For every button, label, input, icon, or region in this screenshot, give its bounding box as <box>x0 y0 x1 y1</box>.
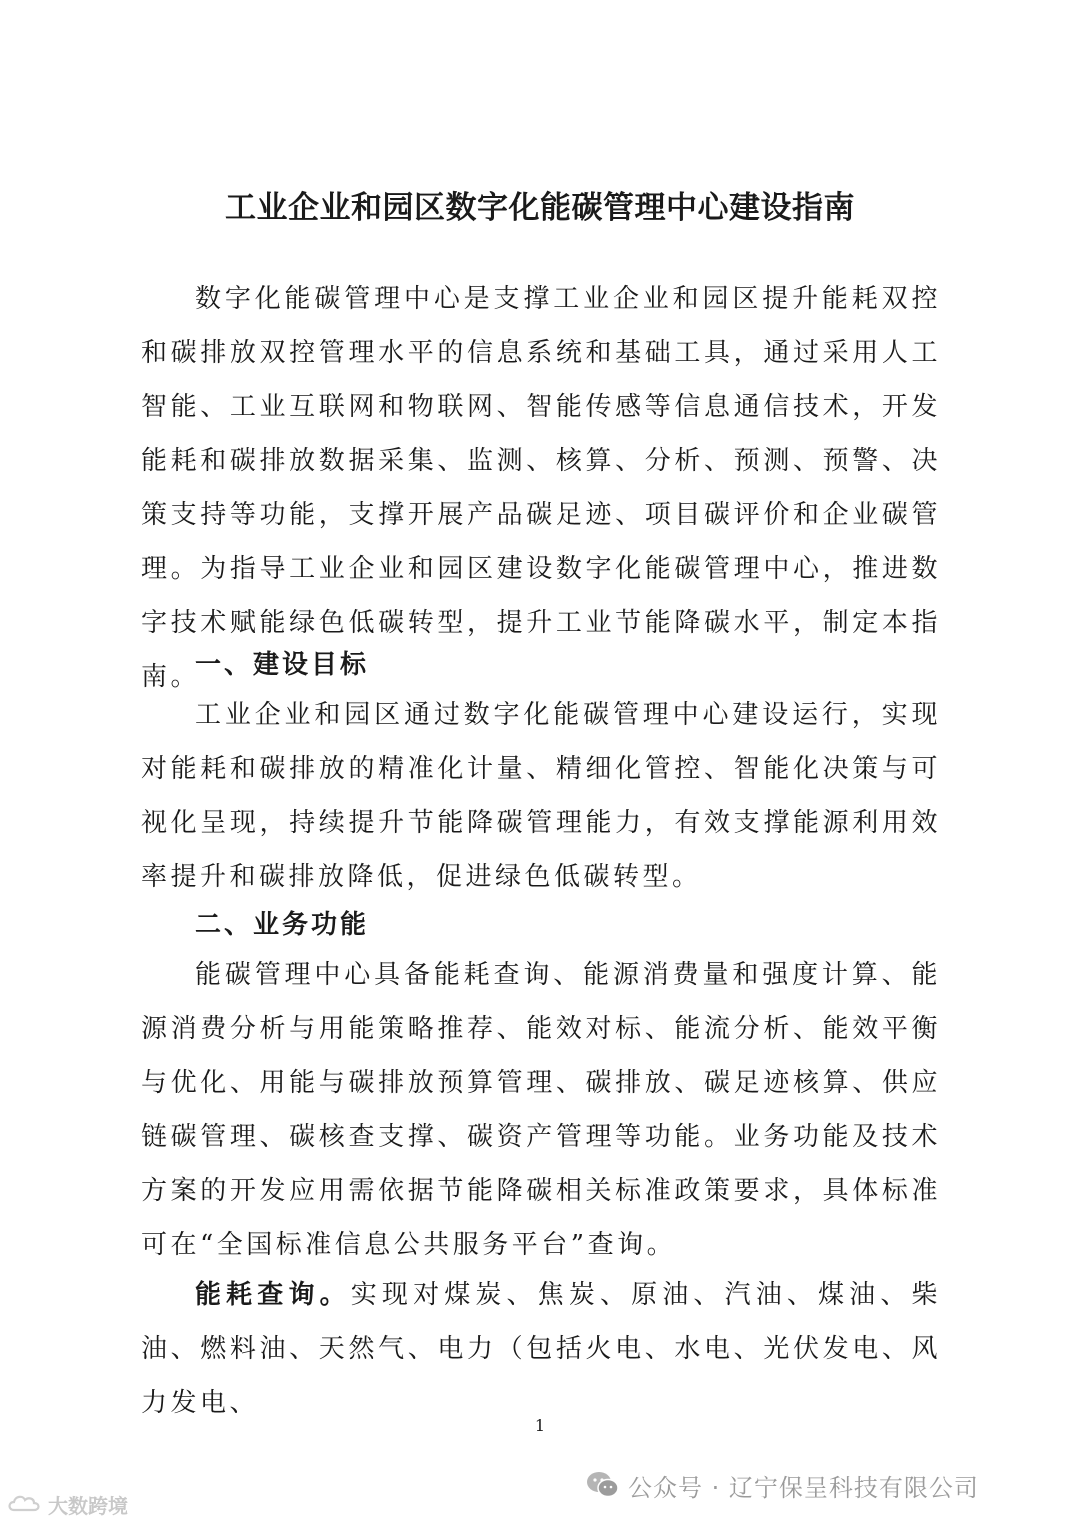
functions-paragraph: 能碳管理中心具备能耗查询、能源消费量和强度计算、能源消费分析与用能策略推荐、能效对标、能流分析、能效平衡与优化、用能与碳排放预算管理、碳排放、碳足迹核算、供应链碳管理、碳核查支撑、碳资产管理等功能。业务功能及技术方案的开发应用需依据节能降碳相关标准政策要求，具体标准可在“全国标准信息公共服务平台”查询。 <box>141 960 941 1260</box>
wechat-credit-text: 公众号 · 辽宁保呈科技有限公司 <box>628 1473 979 1502</box>
page-number: 1 <box>534 1416 546 1435</box>
watermark <box>6 1489 128 1519</box>
watermark-text: 大数跨境 <box>48 1493 128 1518</box>
goals-paragraph: 工业企业和园区通过数字化能碳管理中心建设运行，实现对能耗和碳排放的精准化计量、精细化管控、智能化决策与可视化呈现，持续提升节能降碳管理能力，有效支撑能源利用效率提升和碳排放降低，促进绿色低碳转型。 <box>141 700 941 892</box>
energy-query-lead: 能耗查询。 <box>195 1280 351 1310</box>
cloud-logo-icon <box>6 1492 44 1516</box>
section-heading-functions: 二、业务功能 <box>195 910 370 940</box>
energy-query-text: 实现对煤炭、焦炭、原油、汽油、煤油、柴油、燃料油、天然气、电力（包括火电、水电、光伏发电、风力发电、 <box>141 1280 941 1418</box>
section-heading-goals: 一、建设目标 <box>195 650 370 680</box>
energy-query-paragraph <box>141 1268 941 1430</box>
wechat-icon <box>586 1470 620 1500</box>
intro-paragraph: 数字化能碳管理中心是支撑工业企业和园区提升能耗双控和碳排放双控管理水平的信息系统和基础工具，通过采用人工智能、工业互联网和物联网、智能传感等信息通信技术，开发能耗和碳排放数据采集、监测、核算、分析、预测、预警、决策支持等功能，支撑开展产品碳足迹、项目碳评价和企业碳管理。为指导工业企业和园区建设数字化能碳管理中心，推进数字技术赋能绿色低碳转型，提升工业节能降碳水平，制定本指南。 <box>141 284 941 692</box>
wechat-credit <box>586 1468 979 1502</box>
document-title: 工业企业和园区数字化能碳管理中心建设指南 <box>225 190 855 226</box>
